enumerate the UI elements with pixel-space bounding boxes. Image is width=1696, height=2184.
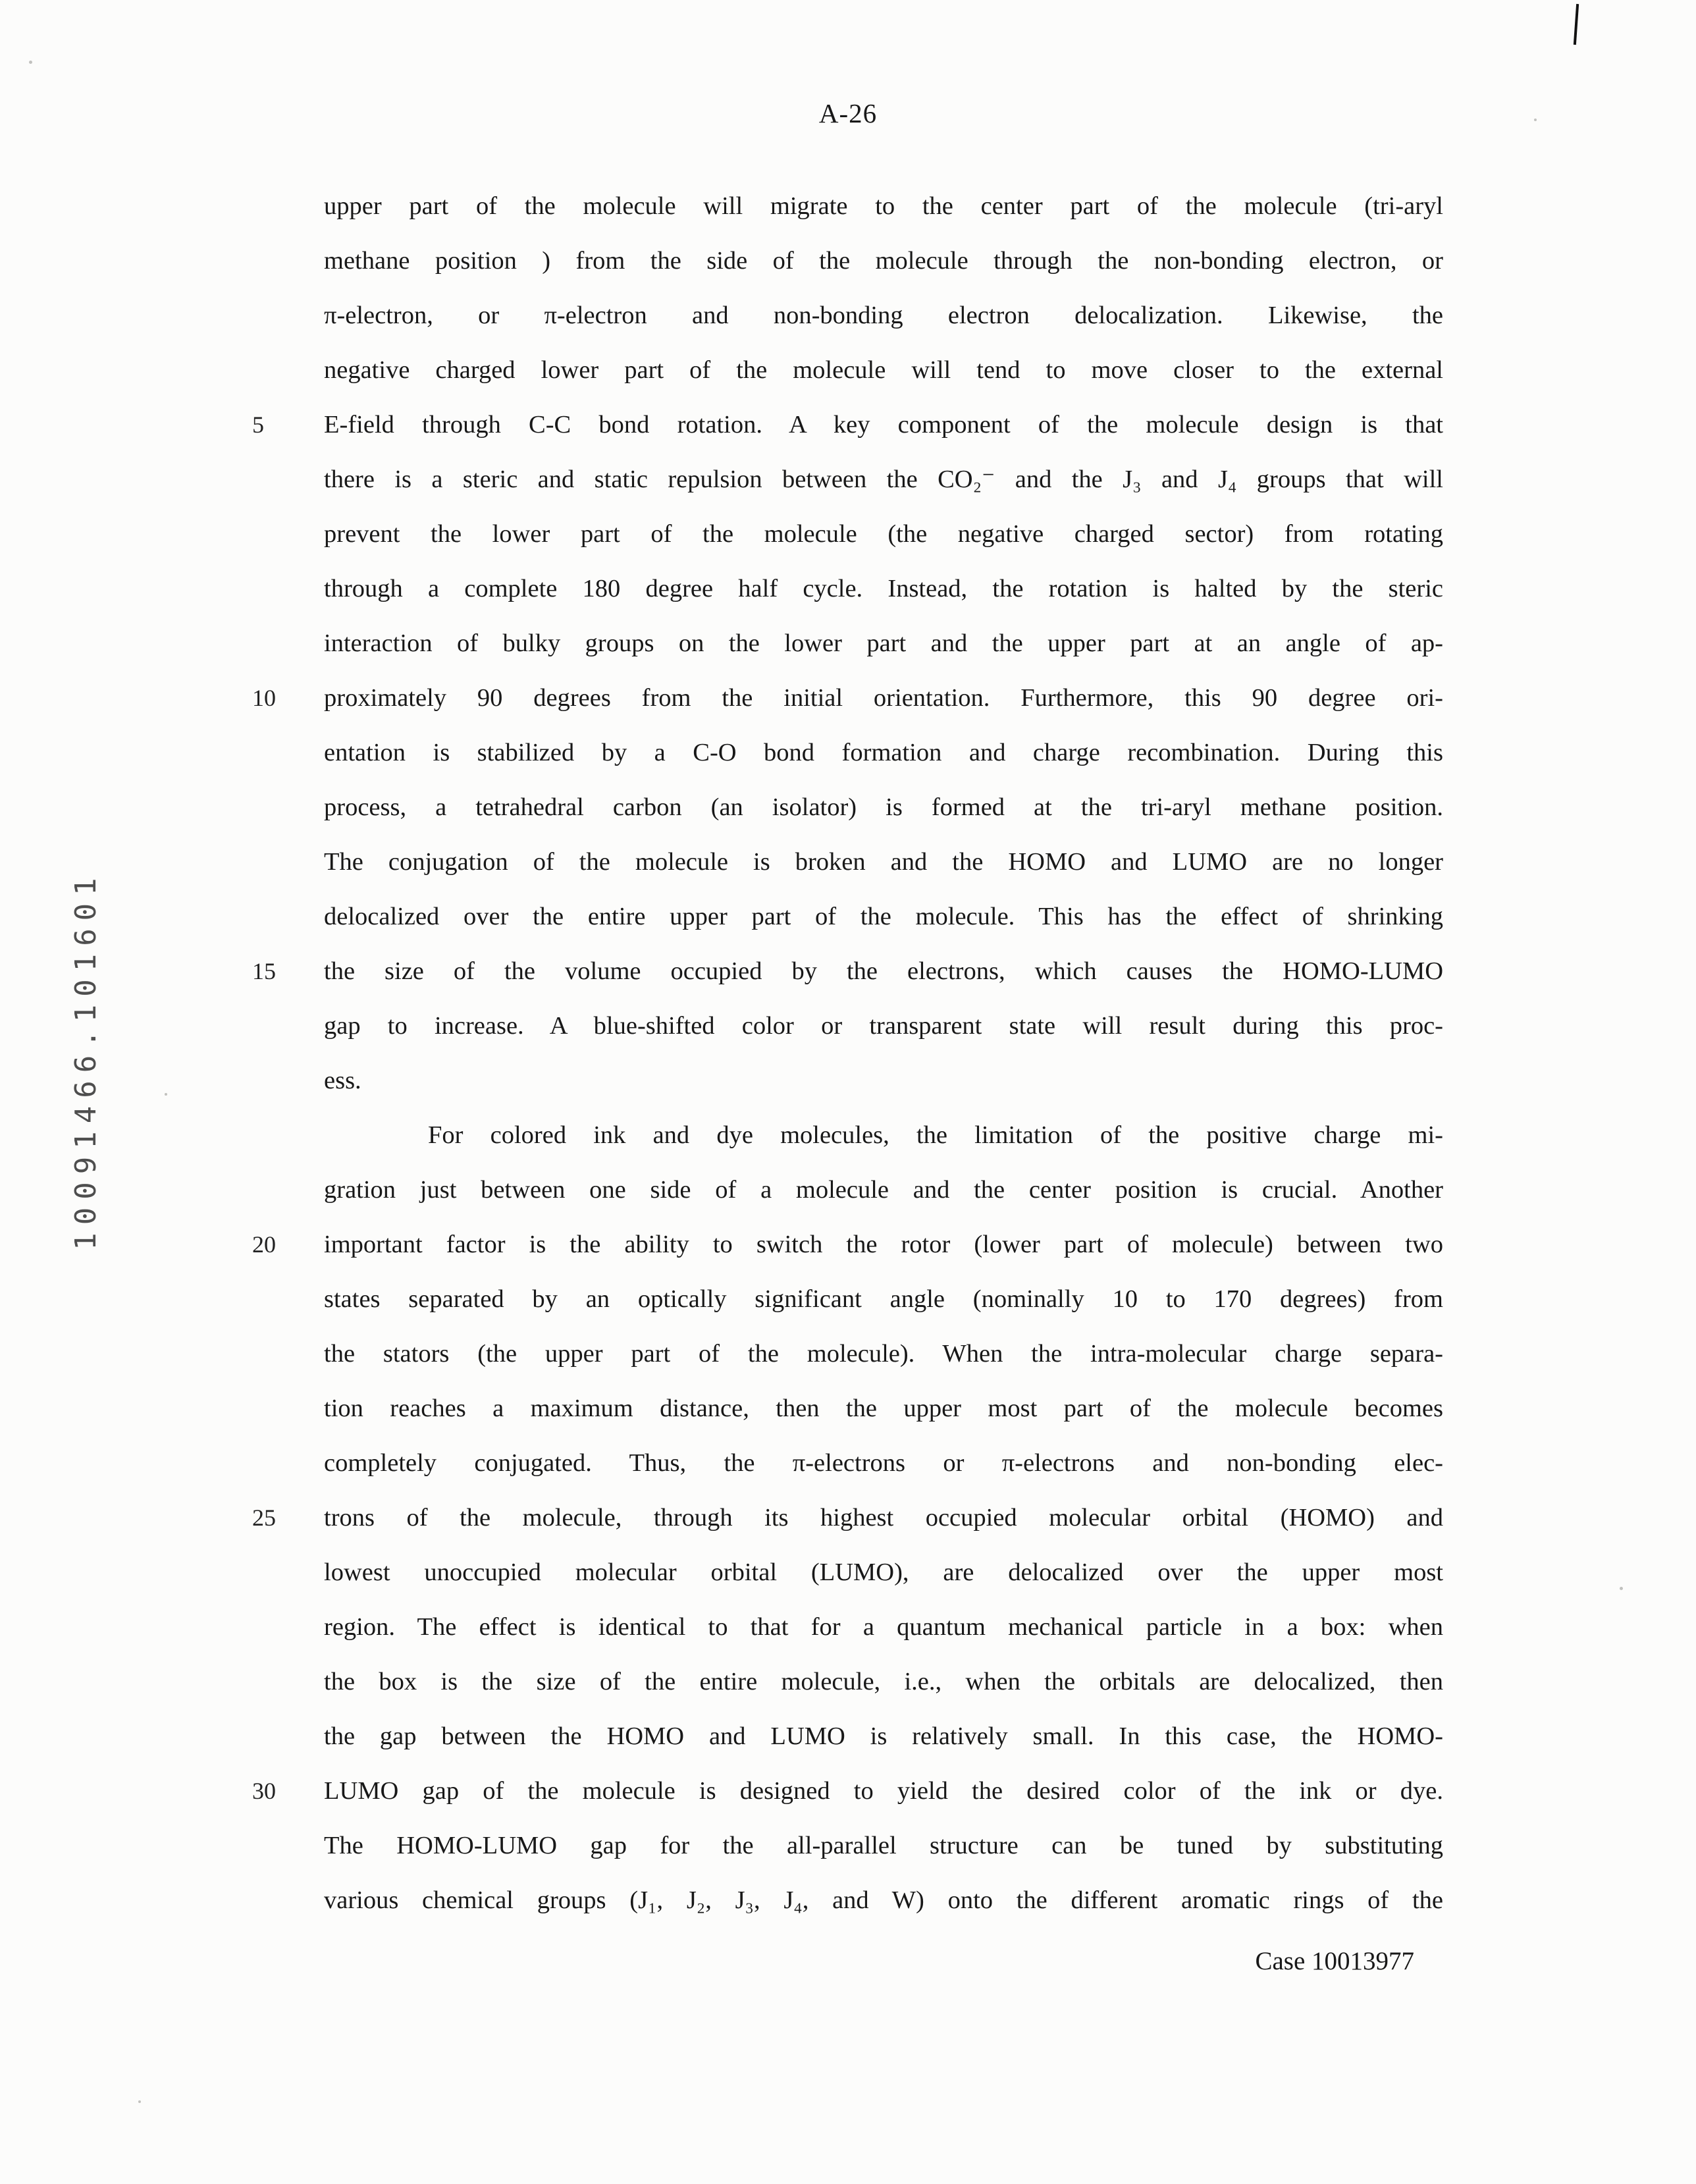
line-text: the stators (the upper part of the molecule). When the intra-molecular charge separa- (324, 1340, 1443, 1368)
text-line (0, 1819, 1696, 1873)
line-text: tion reaches a maximum distance, then the upper most part of the molecule becomes (324, 1395, 1443, 1422)
line-number: 5 (252, 412, 264, 438)
line-text: completely conjugated. Thus, the π-electrons or π-electrons and non-bonding elec- (324, 1449, 1443, 1477)
line-text: trons of the molecule, through its highest occupied molecular orbital (HOMO) and (324, 1504, 1443, 1531)
application-number-stamp: 10091466.101601 (69, 870, 103, 1250)
text-line (0, 944, 1696, 999)
line-number: 20 (252, 1231, 276, 1258)
scan-artifact-speck (29, 61, 32, 64)
text-line (0, 507, 1696, 562)
page-number-header: A-26 (818, 98, 878, 128)
text-line (0, 1545, 1696, 1600)
line-text: various chemical groups (J₁, J₂, J₃, J₄, and W) onto the different aromatic rings of the (324, 1886, 1443, 1914)
text-line (0, 1053, 1696, 1108)
line-number: 25 (252, 1505, 276, 1531)
text-line (0, 288, 1696, 343)
line-text: delocalized over the entire upper part of the molecule. This has the effect of shrinking (324, 903, 1443, 930)
text-line (0, 999, 1696, 1053)
text-line (0, 890, 1696, 944)
text-line (0, 1873, 1696, 1928)
line-text: The HOMO-LUMO gap for the all-parallel structure can be tuned by substituting (324, 1832, 1443, 1859)
text-line (0, 726, 1696, 780)
line-text: region. The effect is identical to that for a quantum mechanical particle in a box: when (324, 1613, 1443, 1641)
line-text: states separated by an optically significant angle (nominally 10 to 170 degrees) from (324, 1285, 1443, 1313)
line-text: interaction of bulky groups on the lower part and the upper part at an angle of ap- (324, 629, 1443, 657)
text-line (0, 343, 1696, 398)
text-line (0, 1381, 1696, 1436)
line-number: 10 (252, 685, 276, 711)
scan-artifact-line (1574, 4, 1579, 45)
text-line (0, 1327, 1696, 1381)
case-number-footer: Case 10013977 (1255, 1947, 1414, 1975)
line-text: there is a steric and static repulsion between the CO₂⁻ and the J₃ and J₄ groups that will (324, 466, 1443, 493)
line-text: through a complete 180 degree half cycle. Instead, the rotation is halted by the steric (324, 575, 1443, 602)
line-text: the size of the volume occupied by the electrons, which causes the HOMO-LUMO (324, 957, 1443, 985)
text-line (0, 835, 1696, 890)
line-text: negative charged lower part of the molecule will tend to move closer to the external (324, 356, 1443, 384)
line-number: 30 (252, 1778, 276, 1804)
text-line (0, 452, 1696, 507)
line-text: For colored ink and dye molecules, the limitation of the positive charge mi- (428, 1121, 1443, 1149)
line-text: gration just between one side of a molecule and the center position is crucial. Another (324, 1176, 1443, 1204)
line-text: process, a tetrahedral carbon (an isolator) is formed at the tri-aryl methane position. (324, 793, 1443, 821)
line-text: π-electron, or π-electron and non-bonding electron delocalization. Likewise, the (324, 302, 1443, 329)
text-line (0, 1217, 1696, 1272)
line-text: methane position ) from the side of the molecule through the non-bonding electron, or (324, 247, 1443, 275)
text-line (0, 398, 1696, 452)
text-line (0, 1272, 1696, 1327)
text-line (0, 1655, 1696, 1709)
text-line (0, 1108, 1696, 1163)
text-line (0, 234, 1696, 288)
text-line (0, 780, 1696, 835)
text-line (0, 671, 1696, 726)
line-text: E-field through C-C bond rotation. A key component of the molecule design is that (324, 411, 1443, 439)
line-text: prevent the lower part of the molecule (the negative charged sector) from rotating (324, 520, 1443, 548)
line-text: gap to increase. A blue-shifted color or transparent state will result during this proc- (324, 1012, 1443, 1040)
scan-artifact-speck (138, 2100, 141, 2103)
line-text: LUMO gap of the molecule is designed to yield the desired color of the ink or dye. (324, 1777, 1443, 1805)
line-text: upper part of the molecule will migrate to the center part of the molecule (tri-aryl (324, 192, 1443, 220)
text-line (0, 1436, 1696, 1491)
line-text: important factor is the ability to switch the rotor (lower part of molecule) between two (324, 1231, 1443, 1258)
text-line (0, 1709, 1696, 1764)
line-text: the box is the size of the entire molecule, i.e., when the orbitals are delocalized, then (324, 1668, 1443, 1695)
text-line (0, 616, 1696, 671)
text-line (0, 1163, 1696, 1217)
line-text: proximately 90 degrees from the initial orientation. Furthermore, this 90 degree ori- (324, 684, 1443, 712)
text-line (0, 179, 1696, 234)
line-number: 15 (252, 958, 276, 984)
text-line (0, 1764, 1696, 1819)
line-text: The conjugation of the molecule is broken and the HOMO and LUMO are no longer (324, 848, 1443, 876)
line-text: ess. (324, 1067, 361, 1094)
body-lines (0, 179, 1696, 1928)
line-text: lowest unoccupied molecular orbital (LUMO), are delocalized over the upper most (324, 1558, 1443, 1586)
text-line (0, 1491, 1696, 1545)
line-text: the gap between the HOMO and LUMO is relatively small. In this case, the HOMO- (324, 1722, 1443, 1750)
text-line (0, 1600, 1696, 1655)
line-text: entation is stabilized by a C-O bond formation and charge recombination. During this (324, 739, 1443, 766)
text-line (0, 562, 1696, 616)
